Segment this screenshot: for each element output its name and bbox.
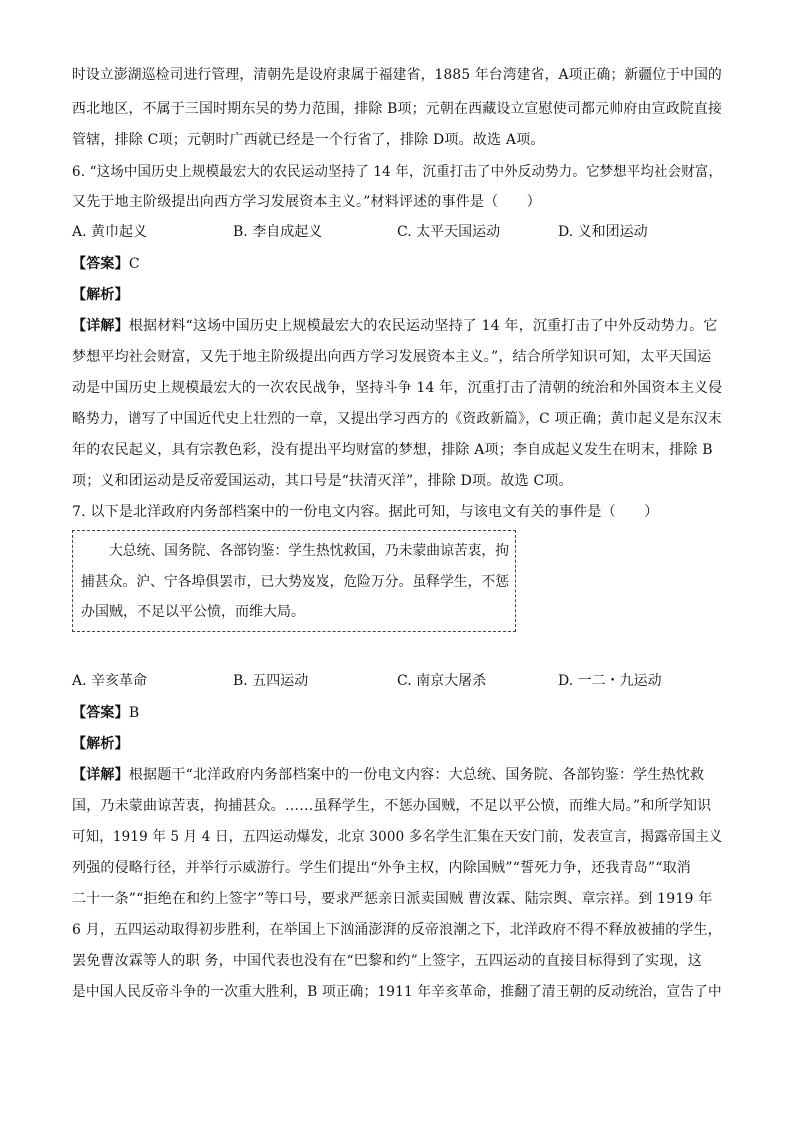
detail-line: 可知，1919 年 5 月 4 日，五四运动爆发，北京 3000 多名学生汇集在天安门前，发表宣言，揭露帝国主义 — [72, 829, 723, 845]
question-6-stem: 6. “这场中国历史上规模最宏大的农民运动坚持了 14 年，沉重打击了中外反动势力。它梦想平均社会财富， — [72, 164, 723, 180]
text-line: 管辖，排除 C项；元朝时广西就已经是一个行省了，排除 D项。故选 A项。 — [72, 132, 545, 148]
quote-line: 大总统、国务院、各部钧鉴：学生热忱救国，乃未蒙曲谅苦衷，拘 — [109, 543, 509, 559]
analysis-tag: 【解析】 — [72, 287, 129, 303]
answer-line — [72, 703, 139, 723]
detail-line: 6 月，五四运动取得初步胜利，在举国上下汹涌澎湃的反帝浪潮之下，北洋政府不得不释放被捕的学生， — [72, 922, 722, 938]
detail-line: 项；义和团运动是反帝爱国运动，其口号是“扶清灭洋”，排除 D项。故选 C项。 — [72, 473, 573, 489]
question-7-stem: 7. 以下是北洋政府内务部档案中的一份电文内容。据此可知，与该电文有关的事件是（ ） — [72, 504, 659, 520]
option-d: D. 一二・九运动 — [558, 673, 662, 689]
answer-tag: 【答案】 — [72, 705, 129, 721]
option-b: B. 五四运动 — [233, 673, 309, 689]
detail-line — [72, 316, 717, 336]
detail-line: 动是中国历史上规模最宏大的一次农民战争，坚持斗争 14 年，沉重打击了清朝的统治和外国资本主义侵 — [72, 380, 723, 396]
detail-line: 罢免曹汝霖等人的职 务，中国代表也没有在“巴黎和约”上签字，五四运动的直接目标得到了实现，这 — [72, 953, 702, 969]
question-6-stem: 又先于地主阶级提出向西方学习发展资本主义。”材料评述的事件是（ ） — [72, 194, 541, 210]
detail-line: 二十一条”“拒绝在和约上签字”等口号，要求严惩亲日派卖国贼 曹汝霖、陆宗舆、章宗祥。到 1919 年 — [72, 891, 713, 907]
detail-line: 列强的侵略行径，并举行示威游行。学生们提出“外争主权，内除国贼”“誓死力争，还我青岛”“取消 — [72, 860, 691, 876]
option-c: C. 太平天国运动 — [397, 224, 501, 240]
answer-value: C — [128, 256, 140, 272]
detail-tag: 【详解】 — [72, 318, 129, 334]
option-a: A. 黄巾起义 — [72, 224, 148, 240]
option-d: D. 义和团运动 — [558, 224, 648, 240]
option-a: A. 辛亥革命 — [72, 673, 148, 689]
detail-text: 根据材料“这场中国历史上规模最宏大的农民运动坚持了 14 年，沉重打击了中外反动势力。它 — [128, 318, 718, 334]
option-c: C. 南京大屠杀 — [397, 673, 487, 689]
analysis-tag: 【解析】 — [72, 736, 129, 752]
option-b: B. 李自成起义 — [233, 224, 323, 240]
telegram-quote-box — [72, 530, 516, 632]
detail-tag: 【详解】 — [72, 767, 129, 783]
answer-value: B — [128, 705, 140, 721]
detail-line: 国，乃未蒙曲谅苦衷，拘捕甚众。……虽释学生，不惩办国贼，不足以平公愤，而维大局。”和所学知识 — [72, 798, 712, 814]
text-line: 时设立澎湖巡检司进行管理，清朝先是设府隶属于福建省，1885 年台湾建省，A项正确；新疆位于中国的 — [72, 67, 723, 83]
quote-line: 捕甚众。沪、宁各埠俱罢市，已大势岌岌，危险万分。虽释学生，不惩 — [81, 574, 510, 590]
detail-text: 根据题干“北洋政府内务部档案中的一份电文内容：大总统、国务院、各部钧鉴：学生热忱救 — [128, 767, 705, 783]
detail-line — [72, 765, 704, 785]
detail-line: 年的农民起义，具有宗教色彩，没有提出平均财富的梦想，排除 A项；李自成起义发生在明末，排除 B — [72, 442, 713, 458]
quote-line: 办国贼，不足以平公愤，而维大局。 — [81, 604, 305, 620]
detail-line: 梦想平均社会财富，又先于地主阶级提出向西方学习发展资本主义。”，结合所学知识可知，太平天国运 — [72, 349, 712, 365]
detail-line: 是中国人民反帝斗争的一次重大胜利，B 项正确；1911 年辛亥革命，推翻了清王朝的反动统治，宣告了中 — [72, 984, 722, 1000]
text-line: 西北地区，不属于三国时期东吴的势力范围，排除 B项；元朝在西藏设立宣慰使司都元帅府由宣政院直接 — [72, 101, 723, 117]
detail-line: 略势力，谱写了中国近代史上壮烈的一章，又提出学习西方的《资政新篇》，C 项正确；黄巾起义是东汉末 — [72, 411, 722, 427]
answer-line — [72, 254, 140, 274]
answer-tag: 【答案】 — [72, 256, 129, 272]
